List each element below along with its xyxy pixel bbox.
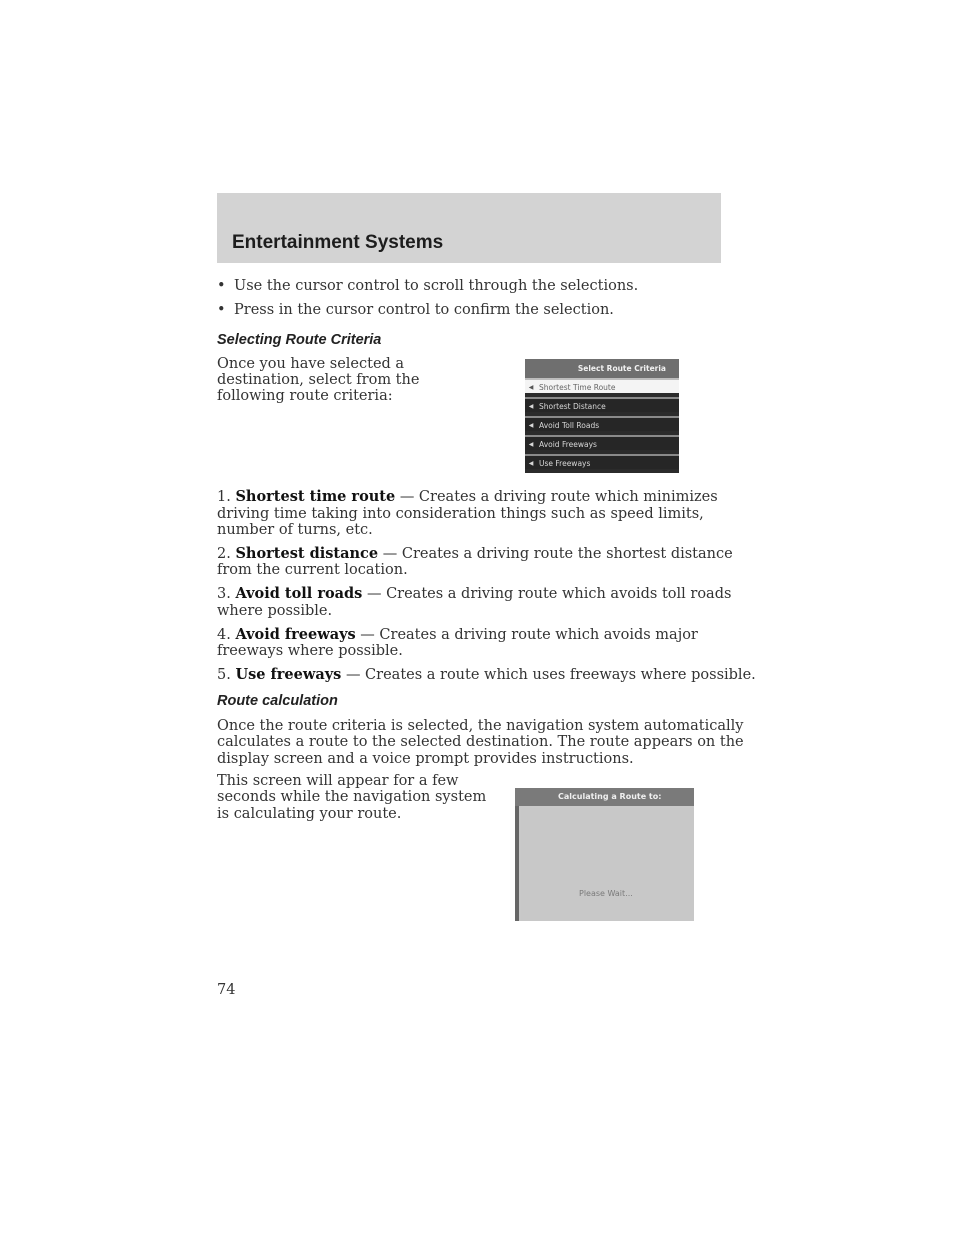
left-arrow-icon: ◀: [528, 403, 534, 410]
paragraph-line: display screen and a voice prompt provides instructions.: [217, 751, 634, 767]
bullet-item: • Press in the cursor control to confirm the selection.: [217, 302, 614, 318]
section-heading-route-criteria: Selecting Route Criteria: [217, 332, 382, 348]
bullet-item: • Use the cursor control to scroll through the selections.: [217, 278, 639, 294]
left-arrow-icon: ◀: [528, 422, 534, 429]
left-arrow-icon: ◀: [528, 460, 534, 467]
paragraph-line: is calculating your route.: [217, 806, 402, 822]
route-option-use-freeways: ◀ Use Freeways: [525, 454, 679, 469]
criteria-item-5: 5. Use freeways — Creates a route which uses freeways where possible.: [217, 666, 756, 683]
screen-panel: [521, 808, 694, 921]
intro-line: following route criteria:: [217, 388, 393, 404]
intro-line: destination, select from the: [217, 372, 420, 388]
route-criteria-screen-image: [525, 359, 679, 473]
criteria-item-1-line: number of turns, etc.: [217, 522, 373, 538]
criteria-item-1-line: driving time taking into consideration things such as speed limits,: [217, 506, 704, 522]
screen-border: [515, 806, 519, 921]
calculating-route-screen-image: [515, 788, 694, 921]
route-option-shortest-time: ◀ Shortest Time Route: [525, 378, 679, 393]
route-option-shortest-distance: ◀ Shortest Distance: [525, 397, 679, 412]
paragraph-line: This screen will appear for a few: [217, 773, 459, 789]
route-option-avoid-freeways: ◀ Avoid Freeways: [525, 435, 679, 450]
bullet-icon: •: [217, 278, 226, 294]
section-heading-route-calculation: Route calculation: [217, 693, 338, 709]
page-number: 74: [217, 982, 236, 998]
route-option-avoid-toll-roads: ◀ Avoid Toll Roads: [525, 416, 679, 431]
criteria-item-4-line: freeways where possible.: [217, 643, 403, 659]
left-arrow-icon: ◀: [528, 384, 534, 391]
intro-line: Once you have selected a: [217, 356, 405, 372]
criteria-item-3-line: where possible.: [217, 603, 333, 619]
paragraph-line: seconds while the navigation system: [217, 789, 487, 805]
please-wait-message: Please Wait...: [579, 889, 633, 898]
criteria-item-1: 1. Shortest time route — Creates a driving route which minimizes: [217, 488, 718, 505]
screen-title: Calculating a Route to:: [515, 788, 694, 806]
paragraph-line: calculates a route to the selected destination. The route appears on the: [217, 734, 744, 750]
criteria-item-2: 2. Shortest distance — Creates a driving route the shortest distance: [217, 545, 733, 562]
criteria-item-3: 3. Avoid toll roads — Creates a driving route which avoids toll roads: [217, 585, 732, 602]
screen-title: Select Route Criteria: [525, 359, 679, 378]
criteria-item-2-line: from the current location.: [217, 562, 408, 578]
left-arrow-icon: ◀: [528, 441, 534, 448]
page-title: Entertainment Systems: [232, 232, 444, 253]
criteria-item-4: 4. Avoid freeways — Creates a driving route which avoids major: [217, 626, 698, 643]
paragraph-line: Once the route criteria is selected, the navigation system automatically: [217, 718, 744, 734]
bullet-icon: •: [217, 302, 226, 318]
section-header: [217, 193, 721, 263]
